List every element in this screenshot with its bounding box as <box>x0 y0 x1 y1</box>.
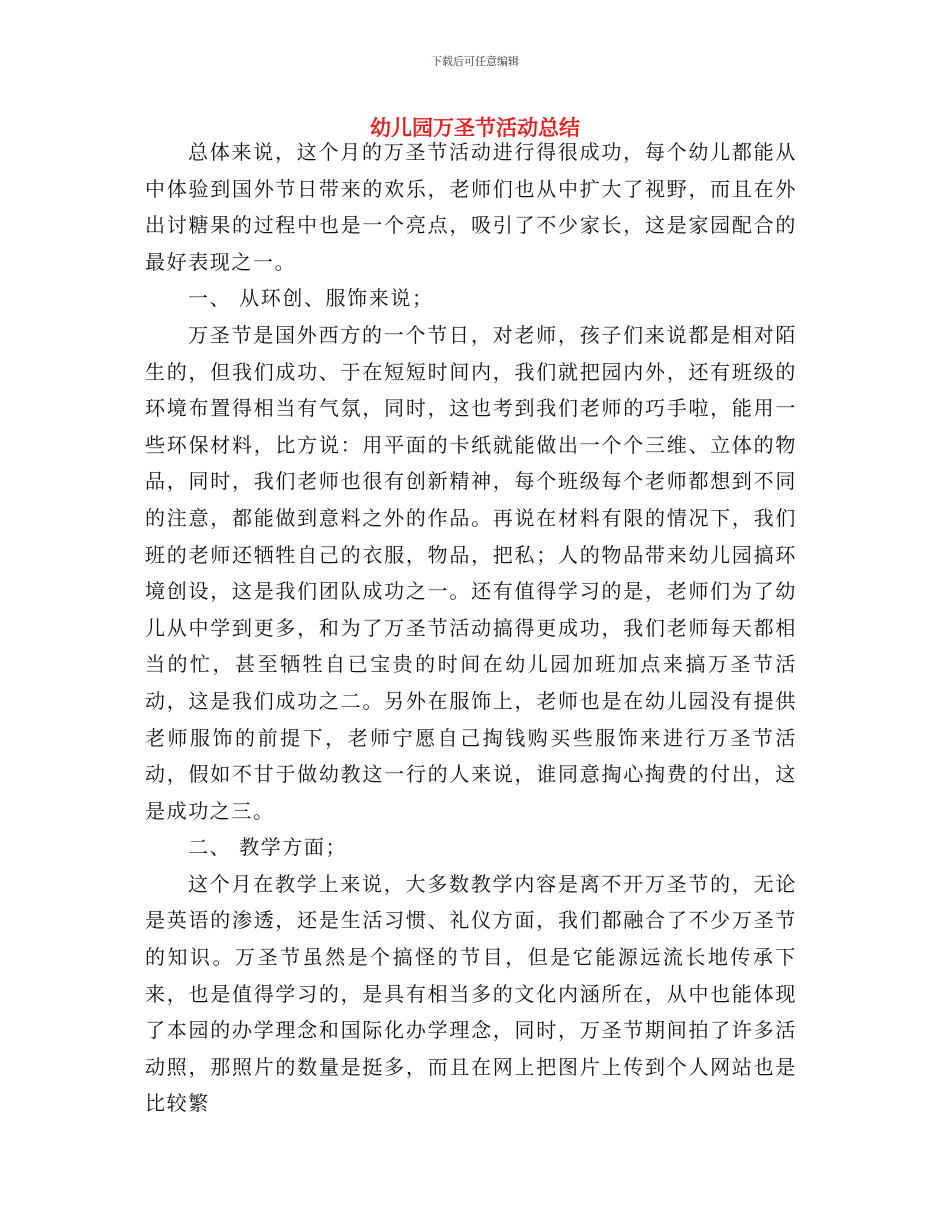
paragraph-teaching: 这个月在教学上来说，大多数教学内容是离不开万圣节的，无论是英语的渗透，还是生活习惯、礼仪方面，我们都融合了不少万圣节的知识。万圣节虽然是个搞怪的节目，但是它能源远流长地传承下来，也是值得学习的，是具有相当多的文化内涵所在，从中也能体现了本园的办学理念和国际化办学理念，同时，万圣节期间拍了许多活动照，那照片的数量是挺多，而且在网上把图片上传到个人网站也是比较繁 <box>145 871 797 1116</box>
document-title: 幼儿园万圣节活动总结 <box>370 116 580 140</box>
page-header-note: 下载后可任意编辑 <box>431 55 519 68</box>
document-body <box>145 134 797 1122</box>
section-heading-environment: 一、 从环创、服饰来说； <box>188 286 434 311</box>
section-heading-teaching: 二、 教学方面； <box>188 835 348 860</box>
paragraph-environment: 万圣节是国外西方的一个节日，对老师，孩子们来说都是相对陌生的，但我们成功、于在短短时间内，我们就把园内外，还有班级的环境布置得相当有气氛，同时，这也考到我们老师的巧手啦，能用一些环保材料，比方说：用平面的卡纸就能做出一个个三维、立体的物品，同时，我们老师也很有创新精神，每个班级每个老师都想到不同的注意，都能做到意料之外的作品。再说在材料有限的情况下，我们班的老师还牺牲自己的衣服，物品，把私；人的物品带来幼儿园搞环境创设，这是我们团队成功之一。还有值得学习的是，老师们为了幼儿从中学到更多，和为了万圣节活动搞得更成功，我们老师每天都相当的忙，甚至牺牲自已宝贵的时间在幼儿园加班加点来搞万圣节活动，这是我们成功之二。另外在服饰上，老师也是在幼儿园没有提供老师服饰的前提下，老师宁愿自己掏钱购买些服饰来进行万圣节活动，假如不甘于做幼教这一行的人来说，谁同意掏心掏费的付出，这是成功之三。 <box>145 322 797 823</box>
paragraph-intro: 总体来说，这个月的万圣节活动进行得很成功，每个幼儿都能从中体验到国外节日带来的欢乐，老师们也从中扩大了视野，而且在外出讨糖果的过程中也是一个亮点，吸引了不少家长，这是家园配合的最好表现之一。 <box>145 140 797 274</box>
